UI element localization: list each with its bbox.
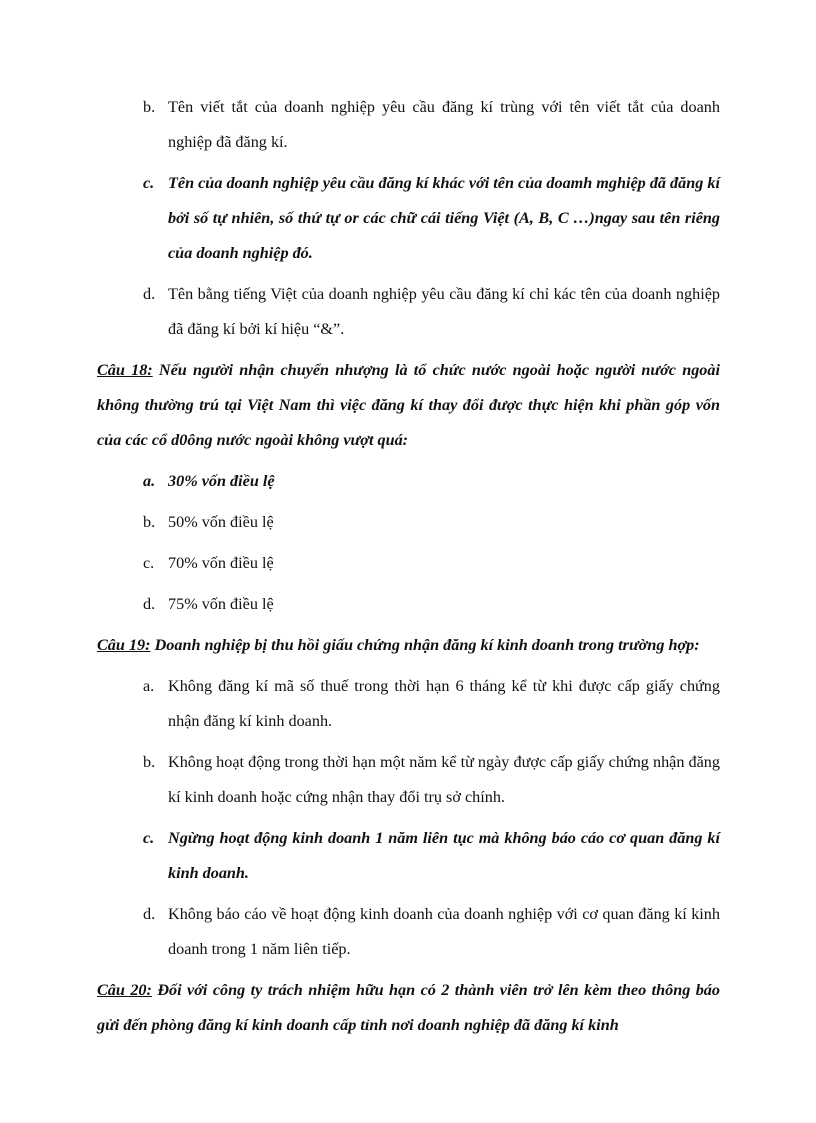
q17-option-d [0, 277, 720, 347]
q17-option-c [0, 166, 720, 271]
q19-option-c [0, 821, 720, 891]
q18-option-b [0, 505, 720, 540]
q18-option-d [0, 587, 720, 622]
option-text: Tên của doanh nghiệp yêu cầu đăng kí khác với tên của doamh mghiệp đã đăng kí bởi số tự nhiên, số thứ tự or các chữ cái tiếng Việt (A, B, C …)ngay sau tên riêng của doanh nghiệp đó. [168, 174, 720, 262]
option-label: a. [143, 472, 156, 490]
option-label: d. [143, 595, 156, 613]
option-text: 30% vốn điều lệ [168, 472, 275, 490]
question-label: Câu 19: [97, 636, 151, 654]
option-text: Ngừng hoạt động kinh doanh 1 năm liên tục mà không báo cáo cơ quan đăng kí kinh doanh. [168, 829, 720, 882]
question-18 [97, 353, 720, 458]
option-label: b. [143, 753, 156, 771]
option-text: 75% vốn điều lệ [168, 595, 274, 613]
question-content [0, 90, 816, 1043]
option-text: Không hoạt động trong thời hạn một năm kể từ ngày được cấp giấy chứng nhận đăng kí kinh doanh hoặc cứng nhận thay đổi trụ sở chính. [168, 753, 720, 806]
option-text: Tên viết tắt của doanh nghiệp yêu cầu đăng kí trùng với tên viết tắt của doanh nghiệp đã đăng kí. [168, 98, 720, 151]
option-label: b. [143, 98, 156, 116]
q18-option-a [0, 464, 720, 499]
question-text: Nếu người nhận chuyển nhượng là tổ chức nước ngoài hoặc người nước ngoài không thường trú tại Việt Nam thì việc đăng kí thay đổi được thực hiện khi phần góp vốn của các cổ d0ông nước ngoài không vượt quá: [97, 361, 720, 449]
option-text: 70% vốn điều lệ [168, 554, 274, 572]
question-text: Đối với công ty trách nhiệm hữu hạn có 2 thành viên trở lên kèm theo thông báo gửi đến phòng đăng kí kinh doanh cấp tỉnh nơi doanh nghiệp đã đăng kí kinh [97, 981, 720, 1034]
q19-option-a [0, 669, 720, 739]
question-label: Câu 18: [97, 361, 153, 379]
option-text: Không đăng kí mã số thuế trong thời hạn 6 tháng kể từ khi được cấp giấy chứng nhận đăng kí kinh doanh. [168, 677, 720, 730]
option-label: c. [143, 554, 155, 572]
question-20 [97, 973, 720, 1043]
option-label: b. [143, 513, 156, 531]
option-label: a. [143, 677, 155, 695]
question-19 [97, 628, 720, 663]
option-label: d. [143, 905, 156, 923]
option-text: Tên bằng tiếng Việt của doanh nghiệp yêu cầu đăng kí chỉ kác tên của doanh nghiệp đã đăng kí bởi kí hiệu “&”. [168, 285, 720, 338]
option-text: 50% vốn điều lệ [168, 513, 274, 531]
q18-option-c [0, 546, 720, 581]
q19-option-b [0, 745, 720, 815]
option-label: c. [143, 174, 155, 192]
option-label: d. [143, 285, 156, 303]
q17-option-b [0, 90, 720, 160]
option-text: Không báo cáo về hoạt động kinh doanh của doanh nghiệp với cơ quan đăng kí kinh doanh trong 1 năm liên tiếp. [168, 905, 720, 958]
q19-option-d [0, 897, 720, 967]
question-label: Câu 20: [97, 981, 152, 999]
option-label: c. [143, 829, 155, 847]
question-text: Doanh nghiệp bị thu hồi giấu chứng nhận đăng kí kinh doanh trong trường hợp: [154, 636, 700, 654]
